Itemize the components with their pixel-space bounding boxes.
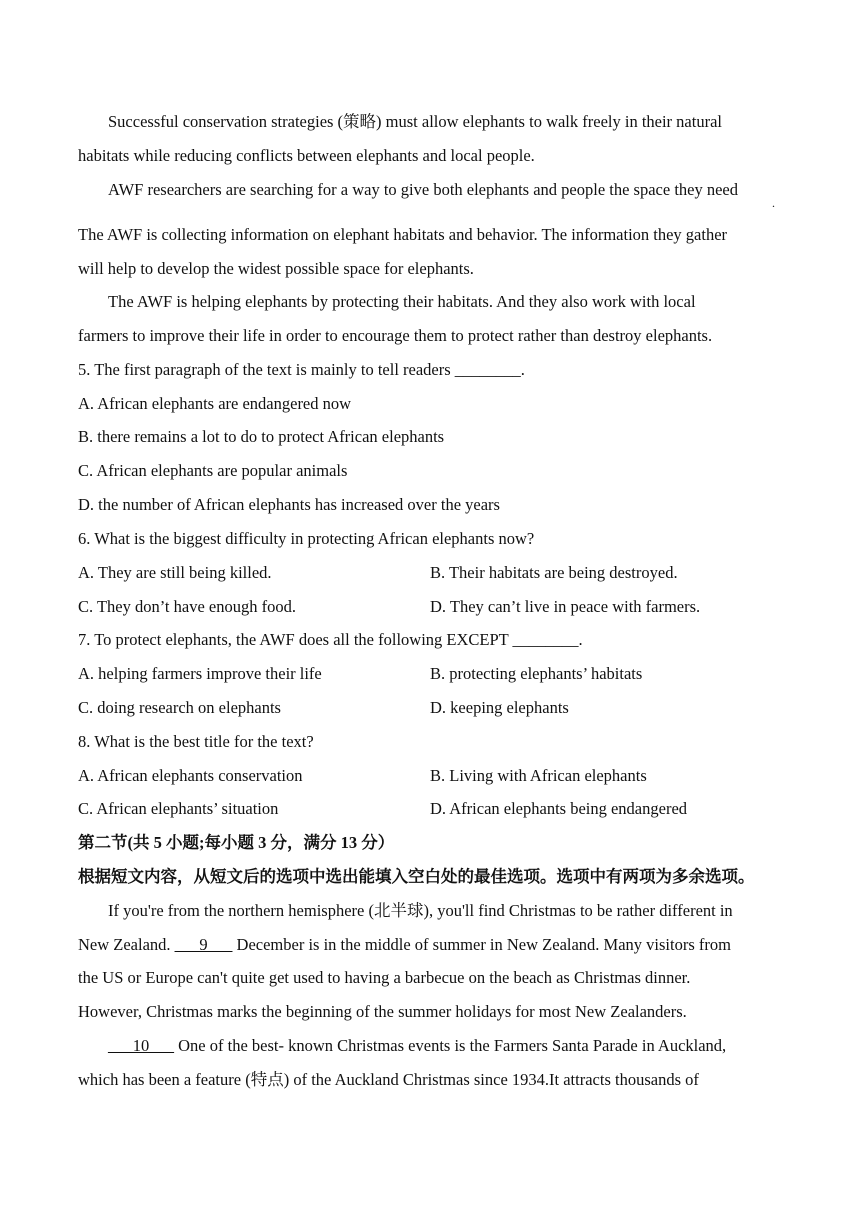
blank-10: ___10___	[108, 1036, 174, 1055]
passage-paragraph-line: AWF researchers are searching for a way to give both elephants and people the space they need	[108, 180, 738, 199]
answer-option: A. African elephants are endangered now	[78, 394, 352, 413]
question-stem: 8. What is the best title for the text?	[78, 732, 314, 751]
passage-paragraph-line: Successful conservation strategies (策略) must allow elephants to walk freely in their natural	[108, 112, 722, 131]
passage-paragraph-line	[78, 934, 731, 956]
passage-paragraph-line: The AWF is collecting information on elephant habitats and behavior. The information they gather	[78, 225, 728, 244]
question-stem: 5. The first paragraph of the text is mainly to tell readers ________.	[78, 360, 525, 379]
answer-option: D. They can’t live in peace with farmers.	[430, 597, 701, 616]
passage-text: New Zealand.	[78, 935, 175, 954]
answer-option: A. They are still being killed.	[78, 563, 272, 582]
passage-text: One of the best- known Christmas events is the Farmers Santa Parade in Auckland,	[174, 1036, 727, 1055]
answer-option: C. African elephants are popular animals	[78, 461, 348, 480]
passage-paragraph-line: habitats while reducing conflicts between elephants and local people.	[78, 146, 535, 165]
answer-option: B. there remains a lot to do to protect African elephants	[78, 427, 445, 446]
answer-option: A. African elephants conservation	[78, 766, 303, 785]
answer-option: C. They don’t have enough food.	[78, 597, 296, 616]
section-heading: 第二节(共 5 小题;每小题 3 分，满分 13 分）	[78, 833, 395, 852]
passage-paragraph-line: If you're from the northern hemisphere (北半球), you'll find Christmas to be rather different in	[108, 901, 733, 920]
passage-paragraph-line: which has been a feature (特点) of the Auckland Christmas since 1934.It attracts thousands of	[78, 1070, 699, 1089]
answer-option: D. African elephants being endangered	[430, 799, 688, 818]
passage-paragraph-line: the US or Europe can't quite get used to having a barbecue on the beach as Christmas dinner.	[78, 968, 691, 987]
question-stem: 7. To protect elephants, the AWF does all the following EXCEPT ________.	[78, 630, 583, 649]
stray-period: .	[772, 196, 775, 210]
answer-option: D. keeping elephants	[430, 698, 569, 717]
answer-option: B. protecting elephants’ habitats	[430, 664, 643, 683]
question-stem: 6. What is the biggest difficulty in protecting African elephants now?	[78, 529, 535, 548]
passage-paragraph-line: farmers to improve their life in order to encourage them to protect rather than destroy elephants.	[78, 326, 713, 345]
passage-paragraph-line: However, Christmas marks the beginning of the summer holidays for most New Zealanders.	[78, 1002, 687, 1021]
passage-paragraph-line: The AWF is helping elephants by protecting their habitats. And they also work with local	[108, 292, 696, 311]
answer-option: C. doing research on elephants	[78, 698, 281, 717]
passage-text: December is in the middle of summer in New Zealand. Many visitors from	[232, 935, 731, 954]
answer-option: B. Their habitats are being destroyed.	[430, 563, 678, 582]
answer-option: C. African elephants’ situation	[78, 799, 279, 818]
section-instruction: 根据短文内容，从短文后的选项中选出能填入空白处的最佳选项。选项中有两项为多余选项。	[78, 867, 755, 886]
blank-9: ___9___	[174, 935, 233, 954]
answer-option: B. Living with African elephants	[430, 766, 647, 785]
passage-paragraph-line: will help to develop the widest possible space for elephants.	[78, 259, 474, 278]
answer-option: A. helping farmers improve their life	[78, 664, 322, 683]
answer-option: D. the number of African elephants has increased over the years	[78, 495, 500, 514]
passage-paragraph-line	[108, 1035, 726, 1057]
